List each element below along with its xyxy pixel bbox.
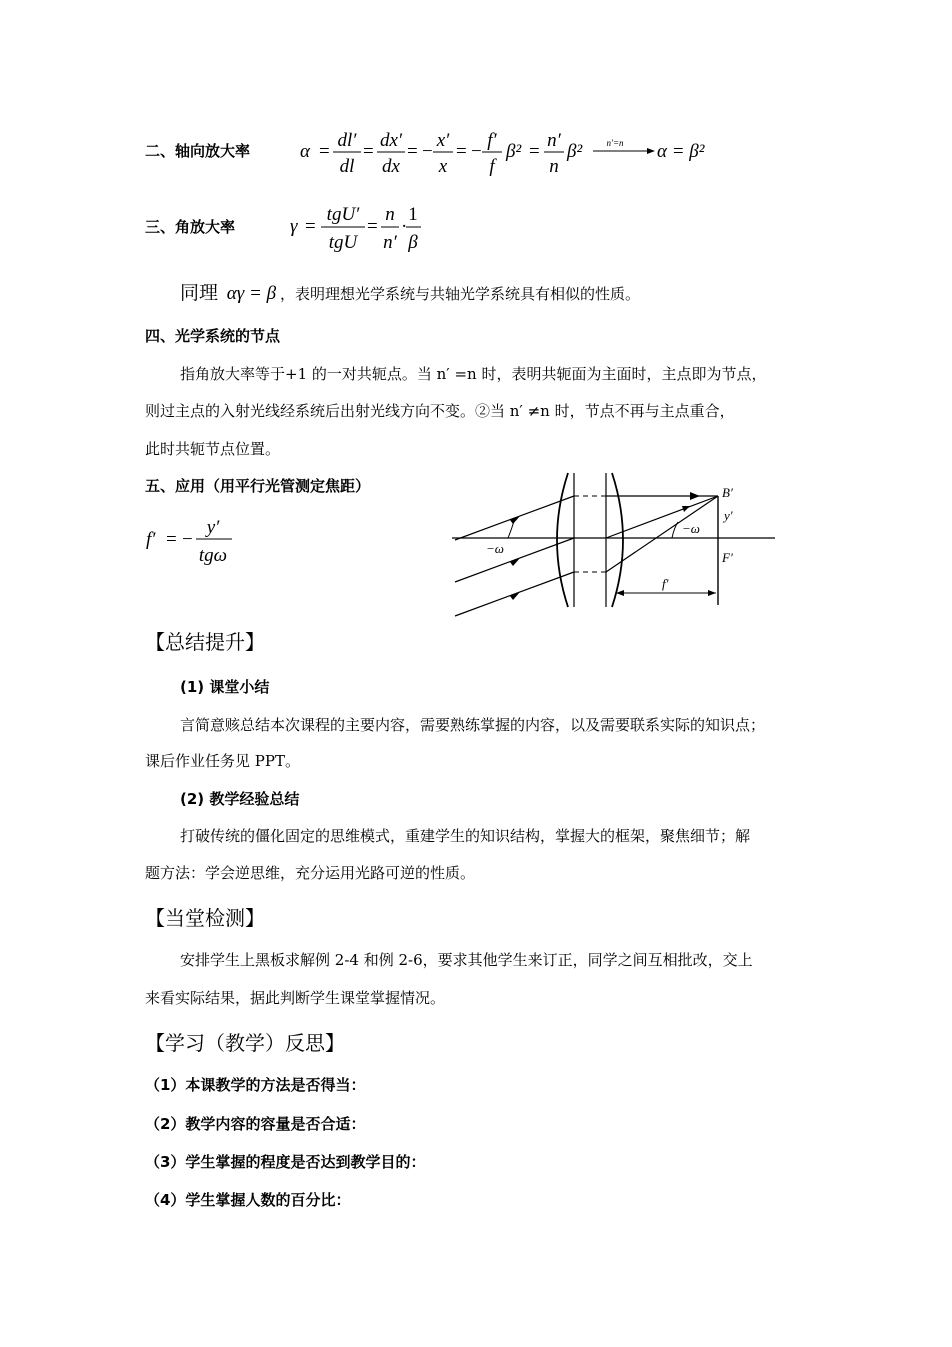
paragraph-line: 指角放大率等于+1 的一对共轭点。当 n′ =n 时，表明共轭面为主面时，主点即为节点，	[180, 365, 767, 383]
paragraph-line: 则过主点的入射光线经系统后出射光线方向不变。②当 n′ ≠n 时，节点不再与主点重合，	[145, 402, 735, 420]
equals-sign: =	[529, 141, 540, 162]
equals-sign: =	[456, 141, 467, 162]
numerator-one: 1	[408, 204, 418, 225]
incident-ray	[455, 572, 574, 616]
axial-result: α = β²	[657, 141, 705, 162]
equals-sign: =	[305, 216, 316, 237]
denominator-beta: β	[408, 232, 418, 253]
focal-length-formula	[140, 505, 250, 569]
denominator-tg-omega: tgω	[198, 545, 228, 566]
similarity-statement	[180, 278, 640, 305]
dot-sign: ·	[401, 216, 408, 237]
beta-squared: β²	[567, 141, 583, 162]
numerator-dx-prime: dx′	[379, 130, 403, 151]
emerging-ray	[606, 496, 718, 538]
label-omega-right: −ω	[682, 521, 700, 536]
paragraph-line: 来看实际结果，据此判断学生课堂掌握情况。	[145, 989, 446, 1007]
heading-in-class-test: 【当堂检测】	[145, 906, 265, 930]
ray-arrow-icon	[690, 492, 700, 500]
reflection-item: （3）学生掌握的程度是否达到教学目的：	[145, 1153, 426, 1171]
label-f-prime-point: F′	[722, 550, 733, 565]
minus-sign: −	[471, 141, 482, 162]
numerator-dl-prime: dl′	[337, 130, 357, 151]
label-y-prime: y′	[724, 508, 733, 523]
paragraph-line: 言简意赅总结本次课程的主要内容，需要熟练掌握的内容，以及需要联系实际的知识点；	[180, 716, 766, 734]
denominator-f: f	[489, 156, 495, 177]
denominator-dx: dx	[382, 156, 400, 177]
section-title-angular-magnification: 三、角放大率	[145, 218, 236, 236]
label-b-prime: B′	[722, 485, 733, 500]
denominator-n-prime: n′	[383, 232, 397, 253]
label-omega-left: −ω	[486, 541, 504, 556]
same-prefix: 同理	[180, 282, 219, 304]
minus-sign: −	[422, 141, 433, 162]
angle-arc-left	[508, 521, 514, 538]
gamma-symbol: γ	[290, 216, 298, 237]
axial-magnification-formula	[295, 122, 725, 182]
beta-squared: β²	[506, 141, 522, 162]
denominator-x: x	[438, 156, 448, 177]
numerator-x-prime: x′	[436, 130, 450, 151]
incident-ray	[455, 538, 574, 582]
label-focal-length: f′	[662, 576, 669, 591]
alpha-gamma-beta-formula: αγ = β	[226, 283, 277, 304]
heading-summary: 【总结提升】	[145, 630, 265, 654]
subheading-teaching-experience: (2) 教学经验总结	[180, 790, 300, 808]
reflection-item: （1）本课教学的方法是否得当：	[145, 1076, 366, 1094]
numerator-tgU-prime: tgU′	[326, 204, 360, 225]
paragraph-line: 安排学生上黑板求解例 2-4 和例 2-6，要求其他学生来订正，同学之间互相批改，交上	[180, 951, 753, 969]
section-title-nodal-points: 四、光学系统的节点	[145, 327, 281, 345]
angular-magnification-formula	[285, 196, 445, 258]
paragraph-line: 课后作业任务见 PPT。	[145, 752, 300, 770]
numerator-n: n	[385, 204, 395, 225]
equals-sign: =	[407, 141, 418, 162]
lens-right-edge	[612, 473, 623, 607]
heading-reflection: 【学习（教学）反思】	[145, 1031, 345, 1055]
incident-ray	[455, 496, 574, 540]
numerator-n-prime: n′	[547, 130, 561, 151]
denominator-dl: dl	[339, 156, 355, 177]
paragraph-line: 打破传统的僵化固定的思维模式，重建学生的知识结构，掌握大的框架，聚焦细节；解	[180, 827, 751, 845]
reflection-item: （2）教学内容的容量是否合适：	[145, 1115, 366, 1133]
arrow-condition-label: n′=n	[606, 138, 624, 148]
section-title-axial-magnification: 二、轴向放大率	[145, 142, 251, 160]
arrow-head-icon	[647, 148, 655, 154]
subheading-class-summary: (1) 课堂小结	[180, 678, 270, 696]
paragraph-line: 题方法：学会逆思维，充分运用光路可逆的性质。	[145, 864, 476, 882]
angle-arc-right	[672, 522, 678, 538]
section-title-application: 五、应用（用平行光管测定焦距）	[145, 477, 371, 495]
lens-left-edge	[557, 473, 568, 607]
numerator-f-prime: f′	[487, 130, 497, 151]
ray-arrow-icon	[682, 506, 690, 512]
equals-sign: =	[319, 141, 330, 162]
numerator-y-prime: y′	[206, 517, 220, 538]
reflection-item: （4）学生掌握人数的百分比：	[145, 1191, 351, 1209]
equals-sign: =	[367, 216, 378, 237]
similarity-text: ，表明理想光学系统与共轴光学系统具有相似的性质。	[280, 285, 641, 303]
equals-sign: =	[363, 141, 374, 162]
denominator-tgU: tgU	[328, 232, 358, 253]
equals-sign: =	[166, 529, 177, 550]
f-prime-symbol: f′	[146, 529, 156, 550]
denominator-n: n	[549, 156, 559, 177]
paragraph-line: 此时共轭节点位置。	[145, 440, 281, 458]
minus-sign: −	[182, 529, 193, 550]
alpha-symbol: α	[300, 141, 310, 162]
collimator-diagram	[450, 470, 780, 620]
